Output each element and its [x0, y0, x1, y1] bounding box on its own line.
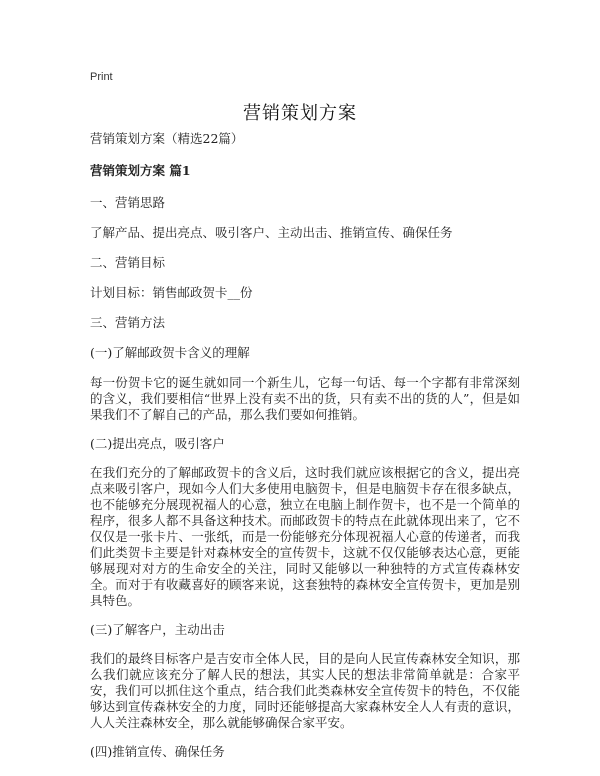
- subheading-promotion: (四)推销宣传、确保任务: [90, 744, 225, 759]
- subheading-understand-card: (一)了解邮政贺卡含义的理解: [90, 345, 250, 360]
- document-body: [90, 131, 520, 760]
- paragraph-customers: 我们的最终目标客户是吉安市全体人民，目的是向人民宣传森林安全知识，那么我们就应该充分了解人民的想法，其实人民的想法非常简单就是：合家平安，我们可以抓住这个重点，结合我们此类森林安全宣传贺卡的特色，不仅能够达到宣传森林安全的力度，同时还能够提高大家森林安全人人有责的意识，人人关注森林安全，那么就能够确保合家平安。: [90, 651, 520, 730]
- heading-marketing-goal: 二、营销目标: [90, 255, 166, 270]
- paragraph-marketing-goal: 计划目标：销售邮政贺卡__份: [90, 285, 253, 300]
- print-label: Print: [90, 71, 113, 83]
- heading-marketing-method: 三、营销方法: [90, 315, 166, 330]
- heading-marketing-idea: 一、营销思路: [90, 195, 166, 210]
- paragraph-highlight: 在我们充分的了解邮政贺卡的含义后，这时我们就应该根据它的含义，提出亮点来吸引客户，现如今人们大多使用电脑贺卡，但是电脑贺卡存在很多缺点，也不能够充分展现祝福人的心意，独立在电脑上制作贺卡，也不是一个简单的程序，很多人都不具备这种技术。而邮政贺卡的特点在此就体现出来了，它不仅仅是一张卡片、一张纸，而是一份能够充分体现祝福人心意的传递者，而我们此类贺卡主要是针对森林安全的宣传贺卡，这就不仅仅能够表达心意，更能够展现对对方的生命安全的关注，同时又能够以一种独特的方式宣传森林安全。而对于有收藏喜好的顾客来说，这套独特的森林安全宣传贺卡，更加是别具特色。: [90, 465, 520, 608]
- paragraph-marketing-idea: 了解产品、提出亮点、吸引客户、主动出击、推销宣传、确保任务: [90, 225, 453, 240]
- paragraph-understand-card: 每一份贺卡它的诞生就如同一个新生儿，它每一句话、每一个字都有非常深刻的含义，我们要相信“世界上没有卖不出的货，只有卖不出的货的人”，但是如果我们不了解自己的产品，那么我们要如何推销。: [90, 375, 520, 422]
- document-title: 营销策划方案: [243, 103, 357, 124]
- subheading-customers: (三)了解客户，主动出击: [90, 622, 225, 637]
- document-subtitle: 营销策划方案（精选22篇）: [90, 131, 244, 146]
- section-heading: 营销策划方案 篇1: [90, 163, 191, 178]
- subheading-highlight: (二)提出亮点，吸引客户: [90, 436, 225, 451]
